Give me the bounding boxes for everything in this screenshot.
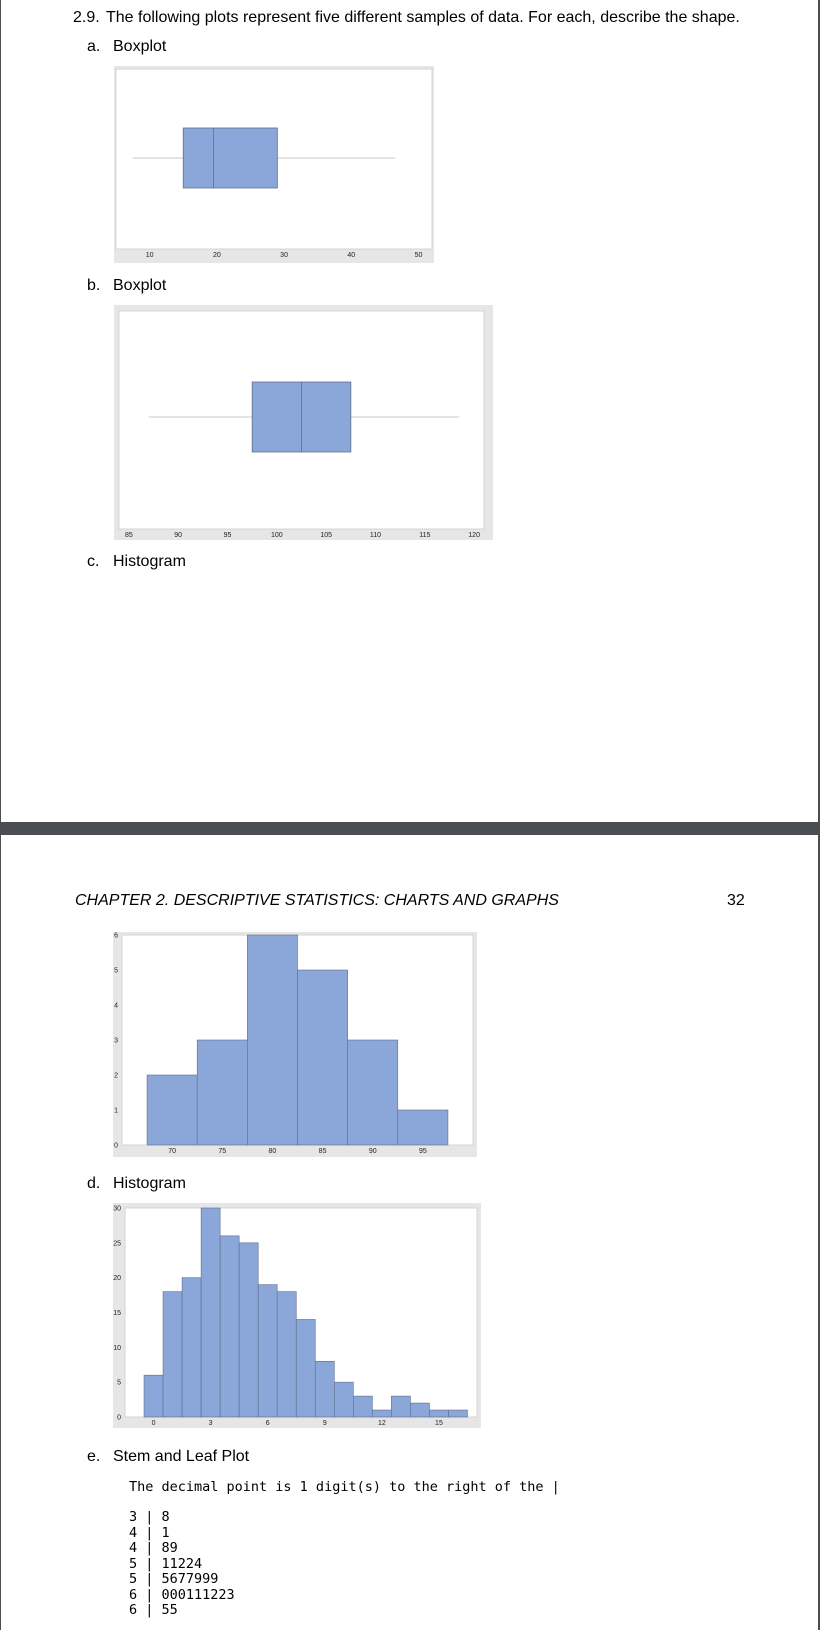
part-c-letter: c. [87, 553, 100, 570]
x-tick-label: 40 [347, 252, 356, 259]
x-tick-label: 15 [435, 1420, 443, 1427]
x-tick-label: 90 [368, 1148, 377, 1155]
x-tick-label: 50 [414, 252, 423, 259]
x-tick-label: 100 [270, 532, 283, 539]
x-tick-label: 10 [145, 252, 154, 259]
y-tick-label: 4 [114, 1002, 118, 1010]
histogram-bar [182, 1278, 201, 1417]
part-e-label: Stem and Leaf Plot [113, 1448, 250, 1465]
chapter-header: CHAPTER 2. DESCRIPTIVE STATISTICS: CHARTS AND GRAPHS [75, 892, 559, 909]
question-number: 2.9. [73, 9, 100, 26]
x-tick-label: 12 [377, 1420, 386, 1427]
y-tick-label: 10 [113, 1344, 121, 1352]
part-d-label: Histogram [113, 1175, 186, 1192]
x-tick-label: 0 [151, 1420, 156, 1427]
stem-leaf-row: 5 | 5677999 [129, 1571, 219, 1587]
histogram-bar [410, 1403, 429, 1417]
x-tick-label: 120 [468, 532, 480, 539]
part-c-label: Histogram [113, 553, 186, 570]
y-tick-label: 0 [117, 1414, 121, 1422]
histogram-bar [144, 1375, 163, 1417]
histogram-c-svg [113, 932, 477, 1157]
histogram-bar [298, 970, 348, 1145]
y-tick-label: 30 [113, 1205, 121, 1213]
x-tick-label: 105 [320, 532, 333, 539]
histogram-bar [147, 1075, 197, 1145]
x-tick-label: 90 [174, 532, 183, 539]
x-tick-label: 110 [369, 532, 382, 539]
histogram-bar [258, 1285, 277, 1417]
x-tick-label: 9 [322, 1420, 327, 1427]
x-tick-label: 115 [419, 532, 431, 539]
y-tick-label: 3 [114, 1037, 118, 1045]
y-tick-label: 25 [113, 1240, 121, 1248]
x-tick-label: 80 [268, 1148, 277, 1155]
boxplot-b-svg [114, 305, 493, 540]
x-tick-label: 85 [318, 1148, 327, 1155]
stem-leaf-note: The decimal point is 1 digit(s) to the right of the | [129, 1479, 560, 1495]
page-2 [1, 835, 818, 1630]
x-tick-label: 20 [212, 252, 221, 259]
histogram-bar [163, 1292, 182, 1417]
y-tick-label: 0 [114, 1142, 118, 1150]
x-tick-label: 30 [280, 252, 288, 259]
boxplot-a [114, 66, 434, 263]
histogram-bar [315, 1361, 334, 1417]
page-1 [1, 0, 818, 822]
y-tick-label: 20 [113, 1275, 121, 1283]
histogram-c [113, 932, 477, 1157]
histogram-bar [353, 1396, 372, 1417]
histogram-bar [429, 1410, 448, 1417]
histogram-bar [277, 1292, 296, 1417]
boxplot-b [114, 305, 493, 540]
histogram-bar [239, 1243, 258, 1417]
histogram-bar [391, 1396, 410, 1417]
x-tick-label: 95 [418, 1148, 427, 1155]
part-a-label: Boxplot [113, 38, 167, 55]
histogram-bar [448, 1410, 467, 1417]
histogram-d [113, 1203, 481, 1428]
histogram-d-svg [113, 1203, 481, 1428]
histogram-bar [372, 1410, 391, 1417]
histogram-bar [334, 1382, 353, 1417]
y-tick-label: 1 [114, 1107, 118, 1115]
x-tick-label: 95 [223, 532, 232, 539]
histogram-bar [398, 1110, 448, 1145]
part-e-letter: e. [87, 1448, 101, 1465]
histogram-bar [247, 935, 297, 1145]
histogram-bar [348, 1040, 398, 1145]
y-tick-label: 6 [114, 932, 118, 940]
stem-leaf-row: 5 | 11224 [129, 1555, 203, 1572]
stem-leaf-row: 4 | 1 [129, 1524, 170, 1541]
x-tick-label: 70 [168, 1148, 177, 1155]
part-b-letter: b. [87, 277, 101, 294]
y-tick-label: 15 [113, 1310, 121, 1317]
x-tick-label: 6 [265, 1420, 270, 1427]
histogram-bar [220, 1236, 239, 1417]
boxplot-a-svg [114, 66, 434, 263]
stem-leaf-row: 6 | 000111223 [129, 1586, 235, 1603]
histogram-bar [201, 1208, 220, 1417]
part-a-letter: a. [87, 38, 101, 55]
part-d-letter: d. [87, 1175, 101, 1192]
stem-leaf-row: 6 | 55 [129, 1602, 178, 1618]
histogram-bar [197, 1040, 247, 1145]
x-tick-label: 75 [218, 1148, 227, 1155]
question-text: The following plots represent five different samples of data. For each, describe the shape. [106, 9, 740, 26]
histogram-bar [296, 1319, 315, 1417]
page-separator [0, 822, 820, 835]
x-tick-label: 85 [124, 532, 133, 539]
part-b-label: Boxplot [113, 277, 167, 294]
stem-leaf-row: 3 | 8 [129, 1509, 170, 1525]
stem-leaf-row: 4 | 89 [129, 1540, 178, 1556]
x-tick-label: 3 [208, 1420, 213, 1427]
y-tick-label: 2 [114, 1072, 118, 1080]
y-tick-label: 5 [114, 967, 118, 975]
iqr-box [183, 128, 277, 188]
y-tick-label: 5 [117, 1379, 121, 1387]
page-number: 32 [727, 892, 745, 909]
